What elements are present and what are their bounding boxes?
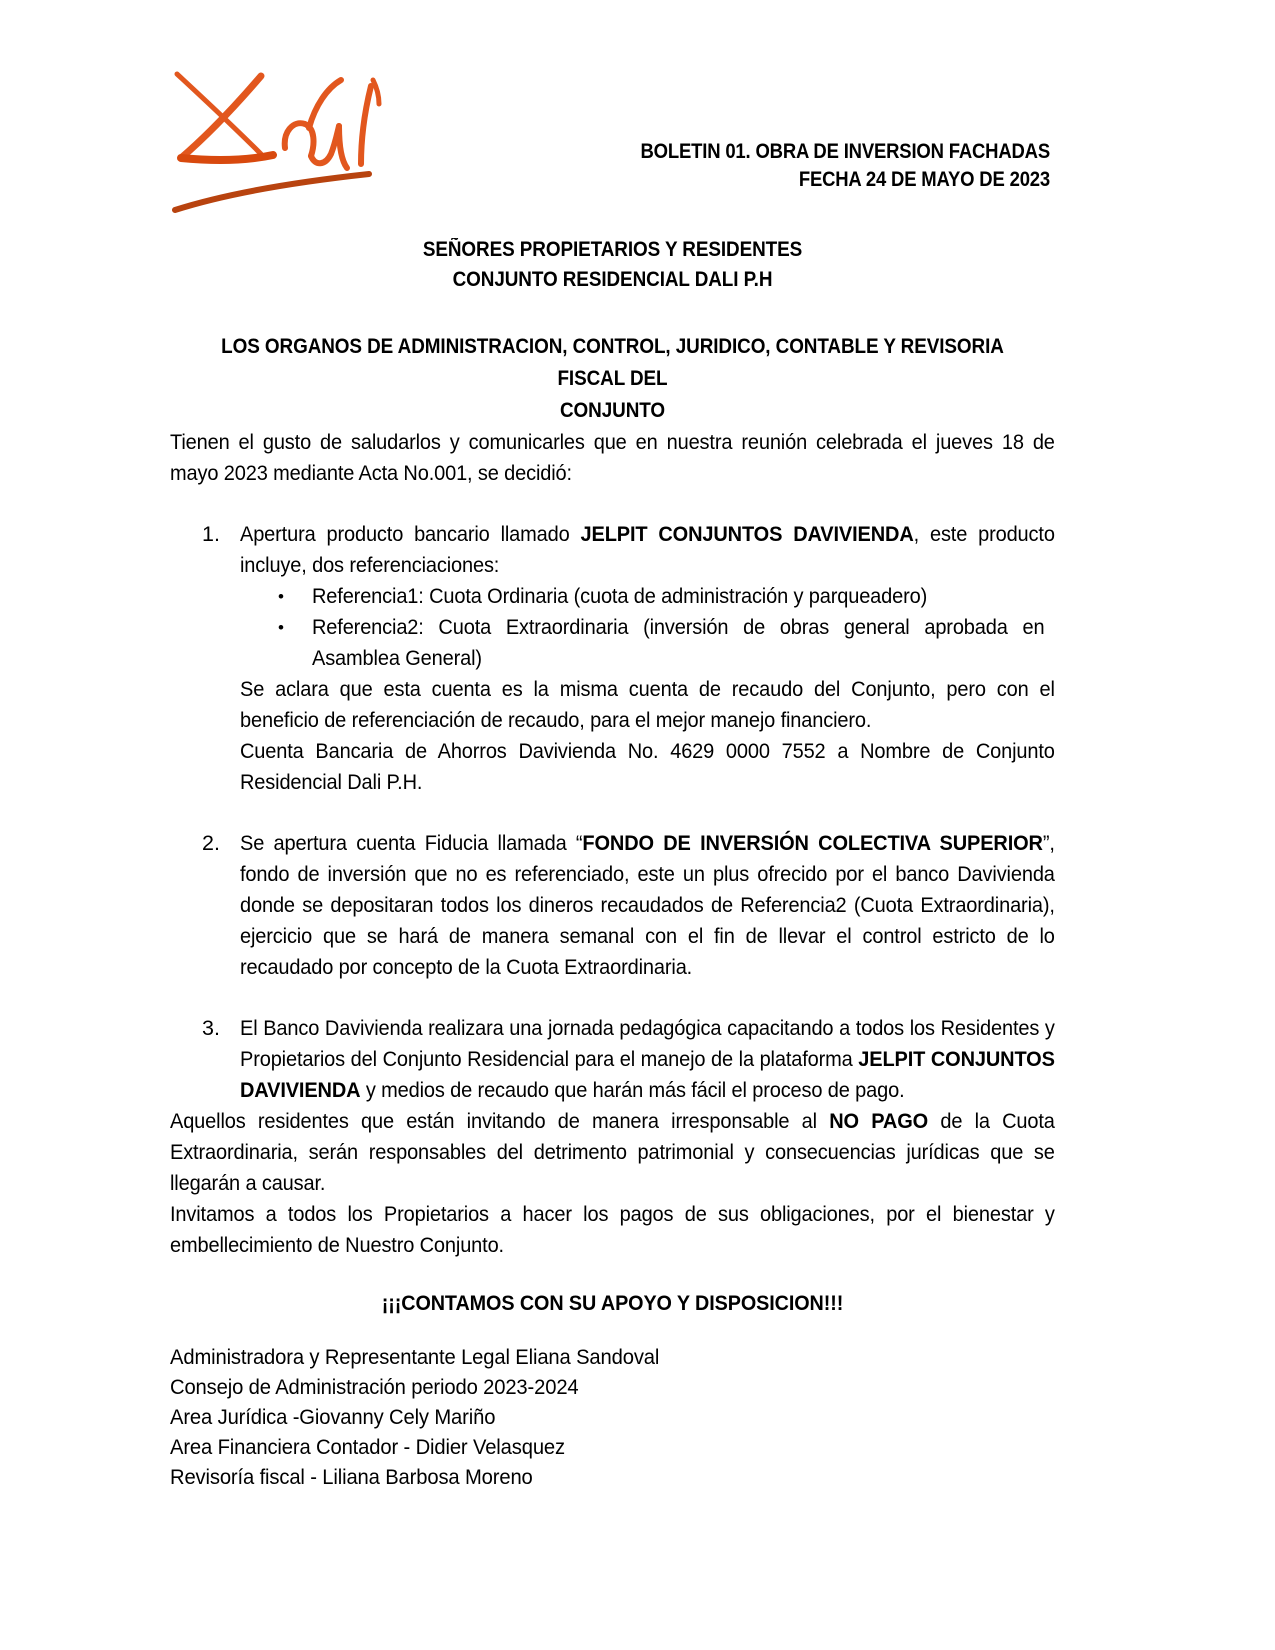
addressee-line-2: CONJUNTO RESIDENCIAL DALI P.H (452, 268, 773, 291)
closing-1-after: de la Cuota Extraordinaria, serán responsables del detrimento patrimonial y consecuencias jurídicas que se llegarán a causar. (170, 1109, 1055, 1195)
signature-line-2: Consejo de Administración periodo 2023-2024 (170, 1375, 579, 1399)
subject-block (170, 331, 1055, 427)
item-1-paragraph (240, 519, 1055, 581)
closing-1-bold: NO PAGO (829, 1109, 929, 1133)
document-body (170, 235, 1055, 1492)
item-1-bullet-2: • Referencia2: Cuota Extraordinaria (inversión de obras general aprobada en Asamblea General) (312, 615, 1045, 670)
signature-block (170, 1342, 1055, 1492)
header-title-block (560, 138, 1050, 194)
item-3-text-before: El Banco Davivienda realizara una jornada pedagógica capacitando a todos los Residentes y Propietarios del Conjunto Residencial para el manejo de la plataforma (240, 1016, 1055, 1071)
item-1-text-before: Apertura producto bancario llamado (240, 522, 581, 546)
item-1-bullet-1: • Referencia1: Cuota Ordinaria (cuota de administración y parqueadero) (312, 584, 928, 608)
intro-paragraph: Tienen el gusto de saludarlos y comunicarles que en nuestra reunión celebrada el jueves 18 de mayo 2023 mediante Acta No.001, se decidió: (170, 430, 1055, 485)
closing-paragraph-2: Invitamos a todos los Propietarios a hacer los pagos de sus obligaciones, por el bienestar y embellecimiento de Nuestro Conjunto. (170, 1202, 1055, 1257)
item-2-text-before: Se apertura cuenta Fiducia llamada “ (240, 831, 583, 855)
item-2-paragraph (240, 828, 1055, 983)
item-3-bold: JELPIT CONJUNTOS DAVIVIENDA (240, 1047, 1055, 1102)
bulletin-title: BOLETIN 01. OBRA DE INVERSION FACHADAS (640, 140, 1050, 163)
item-1-bullets (240, 581, 1055, 674)
item-2-text-after: ”, fondo de inversión que no es referenciado, este un plus ofrecido por el banco Davivienda donde se depositaran todos los dineros recaudados de Referencia2 (Cuota Extraordinaria), ejercicio que se hará de manera semanal con el fin de llevar el control estricto de lo recaudado por concepto de la Cuota Extraordinaria. (240, 831, 1055, 979)
list-item (240, 612, 1055, 674)
signature-line-4: Area Financiera Contador - Didier Velasquez (170, 1435, 565, 1459)
bulletin-date: FECHA 24 DE MAYO DE 2023 (798, 168, 1050, 191)
list-item (170, 828, 1055, 983)
closing-1-before: Aquellos residentes que están invitando de manera irresponsable al (170, 1109, 830, 1133)
signature-line-3: Area Jurídica -Giovanny Cely Mariño (170, 1405, 496, 1429)
signature-line-5: Revisoría fiscal - Liliana Barbosa Moreno (170, 1465, 533, 1489)
closing-paragraph-1 (170, 1106, 1055, 1199)
addressee-line-1: SEÑORES PROPIETARIOS Y RESIDENTES (422, 238, 803, 261)
item-3-text-after: y medios de recaudo que harán más fácil el proceso de pago. (360, 1078, 905, 1102)
call-to-action-line: ¡¡¡CONTAMOS CON SU APOYO Y DISPOSICION!!! (381, 1291, 844, 1315)
list-item (170, 519, 1055, 798)
decisions-list (170, 519, 1055, 1106)
dali-signature-logo (165, 62, 400, 222)
item-1-bold: JELPIT CONJUNTOS DAVIVIENDA (580, 522, 914, 546)
item-2-bold: FONDO DE INVERSIÓN COLECTIVA SUPERIOR (582, 831, 1043, 855)
item-1-text-after: , este producto incluye, dos referenciaciones: (240, 522, 1055, 577)
subject-line-2: CONJUNTO (559, 399, 665, 422)
list-item (240, 581, 1055, 612)
signature-line-1: Administradora y Representante Legal Eliana Sandoval (170, 1345, 660, 1369)
item-1-subparagraph-1: Se aclara que esta cuenta es la misma cuenta de recaudo del Conjunto, pero con el beneficio de referenciación de recaudo, para el mejor manejo financiero. (240, 677, 1055, 732)
item-1-subparagraph-2: Cuenta Bancaria de Ahorros Davivienda No. 4629 0000 7552 a Nombre de Conjunto Residencial Dali P.H. (240, 739, 1055, 794)
item-3-paragraph (240, 1013, 1055, 1106)
addressee-block (170, 235, 1055, 295)
document-header (0, 0, 1275, 210)
subject-line-1: LOS ORGANOS DE ADMINISTRACION, CONTROL, JURIDICO, CONTABLE Y REVISORIA FISCAL DEL (221, 335, 1004, 390)
list-item (170, 1013, 1055, 1106)
